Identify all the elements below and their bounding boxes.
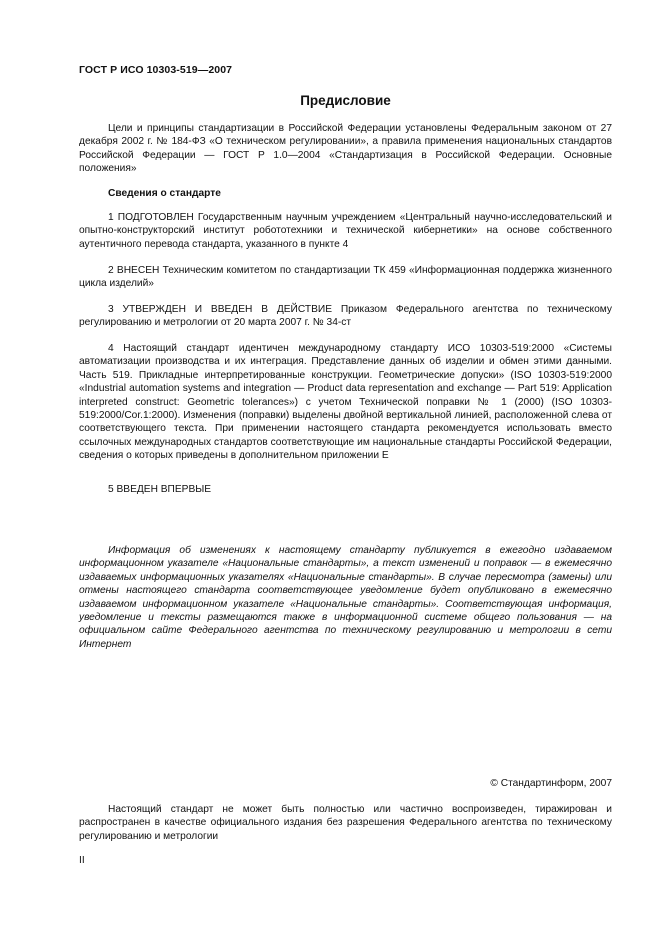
item-4-text: 4 Настоящий стандарт идентичен международному стандарту ИСО 10303-519:2000 «Системы автоматизации производства и их интеграция. Представление данных об изделии и обмен этими данными. Часть 519. Прикладные интерпретированные конструкции. Геометрические допуски» (ISO 10303-519:2000 «Industrial automation systems and integration — Product data representation and exchange — Part 519: Application interpreted construct: Geometric tolerances») с учетом Технической поправки № 1 (2000) (ISO 10303-519:2000/Cor.1:2000). Изменения (поправки) выделены двойной вертикальной линией, расположенной слева от соответствующего текста. При применении настоящего стандарта рекомендуется использовать вместо ссылочных международных стандартов соответствующие им национальные стандарты Российской Федерации, сведения о которых приведены в дополнительном приложении Е	[79, 343, 612, 462]
item-4	[79, 342, 612, 463]
section-subheading: Сведения о стандарте	[108, 188, 221, 199]
item-1	[79, 211, 612, 251]
item-5-text: 5 ВВЕДЕН ВПЕРВЫЕ	[108, 484, 212, 495]
item-3	[79, 303, 612, 330]
item-5	[79, 483, 612, 496]
changes-info-note	[79, 544, 612, 651]
item-3-text: 3 УТВЕРЖДЕН И ВВЕДЕН В ДЕЙСТВИЕ Приказом Федерального агентства по техническому регулированию и метрологии от 20 марта 2007 г. № 34-ст	[79, 304, 612, 329]
reproduction-notice-text: Настоящий стандарт не может быть полностью или частично воспроизведен, тиражирован и распространен в качестве официального издания без разрешения Федерального агентства по техническому регулированию и метрологии	[79, 804, 612, 842]
page-number: II	[79, 855, 85, 866]
document-header: ГОСТ Р ИСО 10303-519—2007	[79, 64, 233, 76]
page-title: Предисловие	[300, 93, 391, 108]
intro-text: Цели и принципы стандартизации в Российской Федерации установлены Федеральным законом от 27 декабря 2002 г. № 184-ФЗ «О техническом регулировании», а правила применения национальных стандартов Российской Федерации — ГОСТ Р 1.0—2004 «Стандартизация в Российской Федерации. Основные положения»	[79, 123, 612, 175]
item-2	[79, 264, 612, 291]
item-2-text: 2 ВНЕСЕН Техническим комитетом по стандартизации ТК 459 «Информационная поддержка жизненного цикла изделий»	[79, 265, 612, 290]
intro-paragraph	[79, 122, 612, 176]
reproduction-notice	[79, 803, 612, 843]
copyright-line: © Стандартинформ, 2007	[490, 778, 612, 789]
changes-info-text: Информация об изменениях к настоящему стандарту публикуется в ежегодно издаваемом информационном указателе «Национальные стандарты», а текст изменений и поправок — в ежемесячно издаваемых информационных указателях «Национальные стандарты». В случае пересмотра (замены) или отмены настоящего стандарта соответствующее уведомление будет опубликовано в ежемесячно издаваемом информационном указателе «Национальные стандарты». Соответствующая информация, уведомление и тексты размещаются также в информационной системе общего пользования — на официальном сайте Федерального агентства по техническому регулированию и метрологии в сети Интернет	[79, 545, 612, 650]
item-1-text: 1 ПОДГОТОВЛЕН Государственным научным учреждением «Центральный научно-исследовательский и опытно-конструкторский институт робототехники и технической кибернетики» на основе собственного аутентичного перевода стандарта, указанного в пункте 4	[79, 212, 612, 250]
